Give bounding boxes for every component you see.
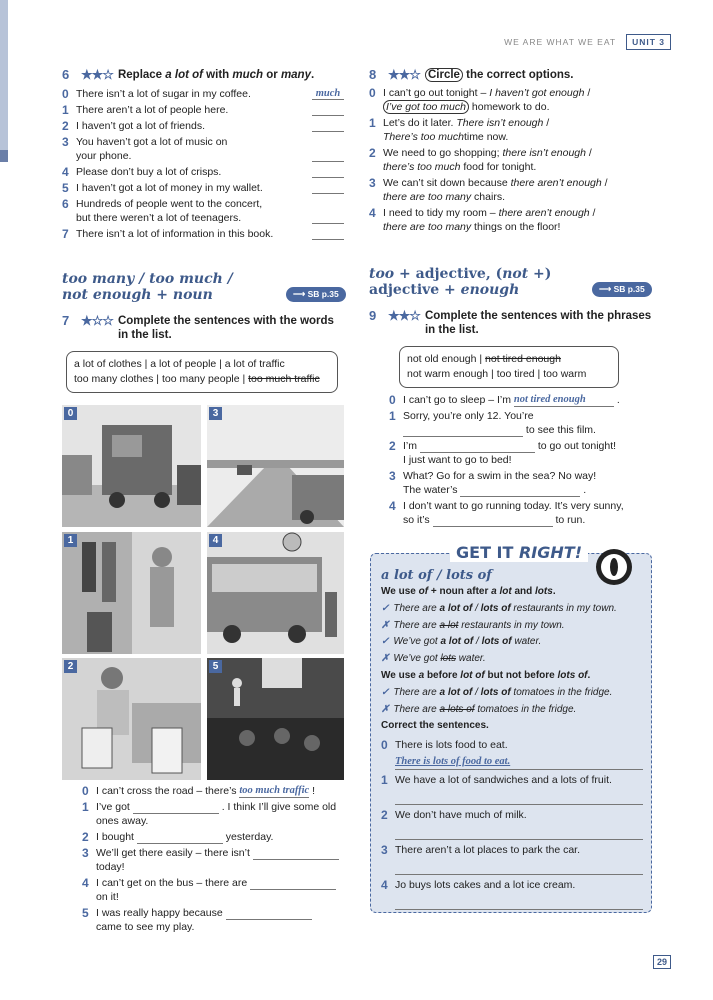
sentence: We don’t have much of milk.	[395, 809, 527, 822]
text-part: I can’t go to sleep – I’m	[403, 394, 511, 406]
rule-1: We use of + noun after a lot and lots.	[381, 586, 556, 597]
item-number: 4	[82, 876, 89, 890]
option-a[interactable]: there aren’t enough	[510, 177, 602, 189]
picture-5	[207, 658, 344, 780]
item-number: 1	[369, 116, 376, 130]
heading-line-1: too many / too much /	[62, 271, 233, 287]
exercise-number: 7	[62, 313, 70, 328]
item-number: 2	[381, 808, 388, 823]
option-b[interactable]: there’s too much	[383, 161, 461, 173]
heading-line-2	[369, 282, 551, 298]
option-b[interactable]: There’s too much	[383, 131, 464, 143]
traffic-illustration	[62, 405, 201, 527]
phrase-items: not old enough |	[407, 353, 486, 365]
text-part: I need to tidy my room –	[383, 207, 499, 219]
road-illustration	[207, 405, 344, 527]
list-item	[62, 87, 344, 101]
edge-tab	[0, 0, 8, 160]
text-part: I don’t want to go running today. It’s very sunny,	[403, 500, 624, 512]
list-item	[381, 808, 643, 840]
item-text	[395, 773, 643, 805]
wardrobe-illustration	[62, 532, 201, 654]
phrase-list-line-1	[407, 352, 611, 367]
answer-blank[interactable]	[312, 86, 344, 100]
item-number: 3	[381, 843, 388, 858]
answer-blank[interactable]	[312, 212, 344, 224]
answer-blank[interactable]	[312, 166, 344, 178]
item-number: 2	[369, 146, 376, 160]
picture-number: 2	[64, 660, 77, 673]
text-part: things on the floor!	[471, 221, 561, 233]
list-item	[369, 146, 659, 174]
answer-blank[interactable]	[250, 880, 336, 890]
answer-blank[interactable]	[433, 517, 553, 527]
phrase-example: not tired enough	[485, 353, 561, 365]
sb-label: SB p.35	[613, 284, 645, 294]
answer-line	[395, 754, 643, 770]
correct-example-1: ✓ There are a lot of / lots of restaurants in my town.	[381, 602, 617, 614]
picture-3	[207, 405, 344, 527]
option-a[interactable]: there isn’t enough	[502, 147, 586, 159]
item-number: 0	[389, 393, 396, 407]
text-part: today!	[96, 861, 125, 873]
item-number: 0	[82, 784, 89, 798]
text-part: !	[312, 785, 316, 797]
item-line: Hundreds of people went to the concert,	[76, 198, 263, 210]
separator: /	[584, 87, 591, 99]
item-line: There isn’t a lot of information in this book.	[76, 228, 274, 240]
answer-blank[interactable]	[133, 804, 219, 814]
list-item	[62, 165, 344, 179]
answer-blank[interactable]	[226, 910, 312, 920]
item-text	[383, 146, 659, 174]
item-line: your phone.	[76, 150, 132, 162]
item-text: What? Go for a swim in the sea? No way! The water’s .	[403, 470, 597, 496]
item-text	[96, 830, 352, 844]
answer-line[interactable]	[395, 789, 643, 805]
text-part: We’ll get there easily – there isn’t	[96, 847, 250, 859]
answer-blank[interactable]	[312, 150, 344, 162]
text-part: .	[616, 394, 620, 406]
picture-number: 4	[209, 534, 222, 547]
difficulty-stars-icon: ★★☆	[388, 67, 420, 82]
item-text	[76, 227, 304, 241]
bus-illustration	[207, 532, 344, 654]
item-text	[76, 135, 304, 163]
picture-0	[62, 405, 201, 527]
option-a[interactable]: I haven’t got enough	[489, 87, 585, 99]
item-text	[403, 409, 659, 437]
example-answer: not tired enough	[514, 393, 614, 407]
item-text	[96, 906, 352, 934]
item-text	[76, 87, 304, 101]
wrong-example-2: ✗ We’ve got lots water.	[381, 653, 486, 665]
option-b[interactable]: there are too many	[383, 191, 472, 203]
list-item	[369, 116, 659, 144]
difficulty-stars-icon: ★★☆	[388, 308, 420, 323]
list-item	[381, 738, 643, 770]
text-part: time now.	[463, 131, 509, 143]
section-heading-right	[369, 266, 551, 298]
picture-2	[62, 658, 201, 780]
topic-title: a lot of / lots of	[381, 568, 492, 583]
picture-number: 1	[64, 534, 77, 547]
h-part: not	[502, 266, 529, 282]
item-text	[383, 176, 659, 204]
page-number: 29	[653, 955, 671, 969]
list-item	[389, 393, 659, 407]
option-a[interactable]: there aren’t enough	[498, 207, 590, 219]
item-text	[76, 103, 304, 117]
section-heading-left	[62, 271, 233, 303]
wrong-example-3: ✗ There are a lots of tomatoes in the fridge.	[381, 703, 577, 715]
item-number: 4	[381, 878, 388, 893]
word-list-items: too many clothes | too many people |	[74, 373, 249, 385]
picture-number: 0	[64, 407, 77, 420]
picture-1	[62, 532, 201, 654]
text-part: Sorry, you’re only 12. You’re	[403, 410, 534, 422]
list-item	[62, 135, 344, 163]
item-number: 3	[82, 846, 89, 860]
exercise-8	[369, 68, 659, 234]
item-text	[383, 86, 659, 114]
separator: /	[543, 117, 550, 129]
get-it-right-content	[381, 568, 643, 910]
text-part: homework to do.	[468, 101, 550, 113]
item-line: There aren’t a lot of people here.	[76, 104, 229, 116]
answer-blank[interactable]	[312, 104, 344, 116]
text-part: . I think I’ll give some old	[221, 801, 337, 813]
item-number: 5	[82, 906, 89, 920]
picture-4	[207, 532, 344, 654]
item-line: You haven’t got a lot of music on	[76, 136, 228, 148]
word-list-example: too much traffic	[248, 373, 320, 385]
item-number: 1	[381, 773, 388, 788]
item-number: 1	[62, 103, 69, 117]
list-item	[389, 409, 659, 437]
answer-line[interactable]	[395, 894, 643, 910]
answer-line[interactable]	[395, 859, 643, 875]
word-list-line-1: a lot of clothes | a lot of people | a lot of traffic	[74, 358, 285, 370]
text-part: I just want to go to bed!	[403, 454, 512, 466]
item-number: 7	[62, 227, 69, 241]
circle-word: Circle	[425, 68, 463, 82]
exercise-number: 6	[62, 67, 70, 82]
correct-example-2: ✓ We’ve got a lot of / lots of water.	[381, 636, 542, 648]
title-part: RIGHT!	[518, 543, 582, 562]
answer-blank[interactable]	[253, 850, 339, 860]
option-b[interactable]: I’ve got too much	[383, 100, 469, 114]
item-line: I haven’t got a lot of friends.	[76, 120, 205, 132]
exercise-7	[62, 314, 344, 342]
item-number: 2	[389, 439, 396, 453]
heading-line-1	[369, 266, 551, 282]
heading-line-2: not enough + noun	[62, 287, 213, 303]
text-part: We need to go shopping;	[383, 147, 503, 159]
sentence: There aren’t a lot places to park the car.	[395, 844, 581, 857]
item-number: 4	[389, 499, 396, 513]
instruction-text: the correct options.	[466, 69, 574, 81]
item-text	[76, 181, 304, 195]
edge-tab-marker	[0, 150, 8, 162]
difficulty-stars-icon: ★☆☆	[81, 313, 113, 328]
list-item	[389, 499, 659, 527]
text-part: on it!	[96, 891, 119, 903]
instruction: Complete the sentences with the words in the list.	[117, 315, 334, 341]
list-item	[82, 830, 352, 844]
difficulty-stars-icon: ★★☆	[81, 67, 113, 82]
item-text	[76, 165, 304, 179]
exercise-9	[369, 309, 659, 337]
wrong-example-1: ✗ There are a lot restaurants in my town.	[381, 619, 565, 631]
option-b[interactable]: there are too many	[383, 221, 472, 233]
item-text	[383, 116, 659, 144]
answer-blank[interactable]	[312, 228, 344, 240]
text-part: I was really happy because	[96, 907, 223, 919]
list-item	[82, 906, 352, 934]
item-text	[96, 846, 352, 874]
item-number: 3	[389, 469, 396, 483]
item-number: 6	[62, 197, 69, 211]
text-part: to see this film.	[525, 424, 596, 436]
item-line: but there weren’t a lot of teenagers.	[76, 212, 242, 224]
sentence: Jo buys lots cakes and a lot ice cream.	[395, 879, 576, 892]
list-item	[62, 227, 344, 241]
list-item	[381, 773, 643, 805]
example-answer: There is lots of food to eat.	[395, 756, 511, 768]
item-number: 4	[369, 206, 376, 220]
phrase-list-line-2: not warm enough | too tired | too warm	[407, 368, 587, 380]
separator: /	[601, 177, 608, 189]
item-number: 0	[369, 86, 376, 100]
list-item	[62, 119, 344, 133]
word-list-box	[66, 351, 338, 393]
list-item	[381, 843, 643, 875]
separator: /	[585, 147, 592, 159]
exercise-7-sentences	[82, 782, 352, 934]
answer-blank[interactable]	[460, 487, 580, 497]
section-title: WE ARE WHAT WE EAT	[504, 37, 617, 47]
answer-blank[interactable]	[312, 182, 344, 194]
list-item	[82, 876, 352, 904]
list-item	[369, 206, 659, 234]
item-text	[403, 393, 659, 407]
text-part: food for tonight.	[460, 161, 537, 173]
h-part: +)	[528, 266, 552, 282]
text-part: Let’s do it later.	[383, 117, 457, 129]
item-number: 5	[62, 181, 69, 195]
list-item	[62, 181, 344, 195]
list-item	[369, 176, 659, 204]
sb-label: SB p.35	[307, 289, 339, 299]
word-list-line-2	[74, 372, 330, 387]
h-part: enough	[460, 282, 520, 298]
phrase-list-box	[399, 346, 619, 388]
list-item	[82, 784, 352, 798]
item-text	[403, 439, 659, 467]
item-text	[403, 499, 659, 527]
title-part: GET IT	[456, 543, 519, 562]
text-part: I’ve got	[96, 801, 130, 813]
list-item	[381, 878, 643, 910]
instruction: Complete the sentences with the phrases in the list.	[424, 310, 652, 336]
answer-blank[interactable]	[137, 834, 223, 844]
answer-blank[interactable]	[312, 120, 344, 132]
picture-number: 3	[209, 407, 222, 420]
text-part: I can’t get on the bus – there are	[96, 877, 248, 889]
sb-reference-right[interactable]: ⟶ SB p.35	[592, 282, 652, 297]
list-item	[62, 197, 344, 225]
item-text	[96, 800, 352, 828]
unit-badge: UNIT 3	[626, 34, 671, 50]
instruction	[425, 68, 574, 82]
exercise-number: 8	[369, 67, 377, 82]
text-part: so it’s	[403, 514, 430, 526]
item-number: 0	[381, 738, 388, 753]
item-text	[395, 878, 643, 910]
item-number: 2	[62, 119, 69, 133]
picture-number: 5	[209, 660, 222, 673]
correct-example-3: ✓ There are a lot of / lots of tomatoes in the fridge.	[381, 686, 613, 698]
item-text	[76, 119, 304, 133]
item-text	[96, 876, 352, 904]
sb-reference-left[interactable]: ⟶ SB p.35	[286, 287, 346, 302]
item-text	[76, 197, 304, 225]
item-number: 3	[62, 135, 69, 149]
text-part: What? Go for a swim in the sea? No way!	[403, 470, 597, 482]
page-header	[504, 34, 671, 50]
answer-line[interactable]	[395, 824, 643, 840]
item-number: 1	[389, 409, 396, 423]
list-item	[389, 469, 659, 497]
item-number: 0	[62, 87, 69, 101]
text-part: ones away.	[96, 815, 149, 827]
item-number: 4	[62, 165, 69, 179]
item-text	[395, 808, 643, 840]
answer-blank[interactable]	[403, 427, 523, 437]
exercise-6	[62, 68, 344, 241]
item-number: 3	[369, 176, 376, 190]
h-part: + adjective, (	[394, 266, 503, 282]
h-part: too	[369, 266, 395, 282]
text-part: I can’t go out tonight –	[383, 87, 490, 99]
exercise-number: 9	[369, 308, 377, 323]
get-it-right-title	[450, 543, 588, 562]
answer-blank[interactable]	[420, 443, 535, 453]
text-part: chairs.	[471, 191, 505, 203]
exercise-9-sentences	[389, 391, 659, 527]
text-part: I can’t cross the road – there’s	[96, 785, 237, 797]
item-number: 2	[82, 830, 89, 844]
item-text	[395, 843, 643, 875]
list-item	[389, 439, 659, 467]
h-part: adjective +	[369, 282, 461, 298]
text-part: came to see my play.	[96, 921, 195, 933]
theatre-illustration	[207, 658, 344, 780]
item-number: 1	[82, 800, 89, 814]
instruction: Replace a lot of with much or many.	[117, 69, 315, 81]
list-item	[82, 846, 352, 874]
list-item	[369, 86, 659, 114]
item-line: I haven’t got a lot of money in my wallet.	[76, 182, 263, 194]
separator: /	[589, 207, 596, 219]
item-line: There isn’t a lot of sugar in my coffee.	[76, 88, 251, 100]
text-part: to run.	[555, 514, 586, 526]
rule-2: We use a before lot of but not before lots of.	[381, 669, 591, 681]
text-part: The water’s	[403, 484, 458, 496]
option-a[interactable]: There isn’t enough	[456, 117, 544, 129]
text-part: yesterday.	[225, 831, 274, 843]
text-part: to go out tonight!	[537, 440, 617, 452]
shopping-illustration	[62, 658, 201, 780]
text-part: I bought	[96, 831, 134, 843]
item-text	[96, 784, 352, 798]
list-item	[62, 103, 344, 117]
item-text	[395, 738, 643, 770]
sentence: There is lots food to eat.	[395, 739, 508, 752]
sentence: We have a lot of sandwiches and a lots of fruit.	[395, 774, 612, 787]
text-part: I’m	[403, 440, 417, 452]
item-text	[383, 206, 659, 234]
item-line: Please don’t buy a lot of crisps.	[76, 166, 222, 178]
task-instruction: Correct the sentences.	[381, 720, 489, 732]
list-item	[82, 800, 352, 828]
text-part: We can’t sit down because	[383, 177, 511, 189]
example-answer: much	[315, 88, 341, 99]
example-answer: too much traffic	[239, 785, 310, 796]
